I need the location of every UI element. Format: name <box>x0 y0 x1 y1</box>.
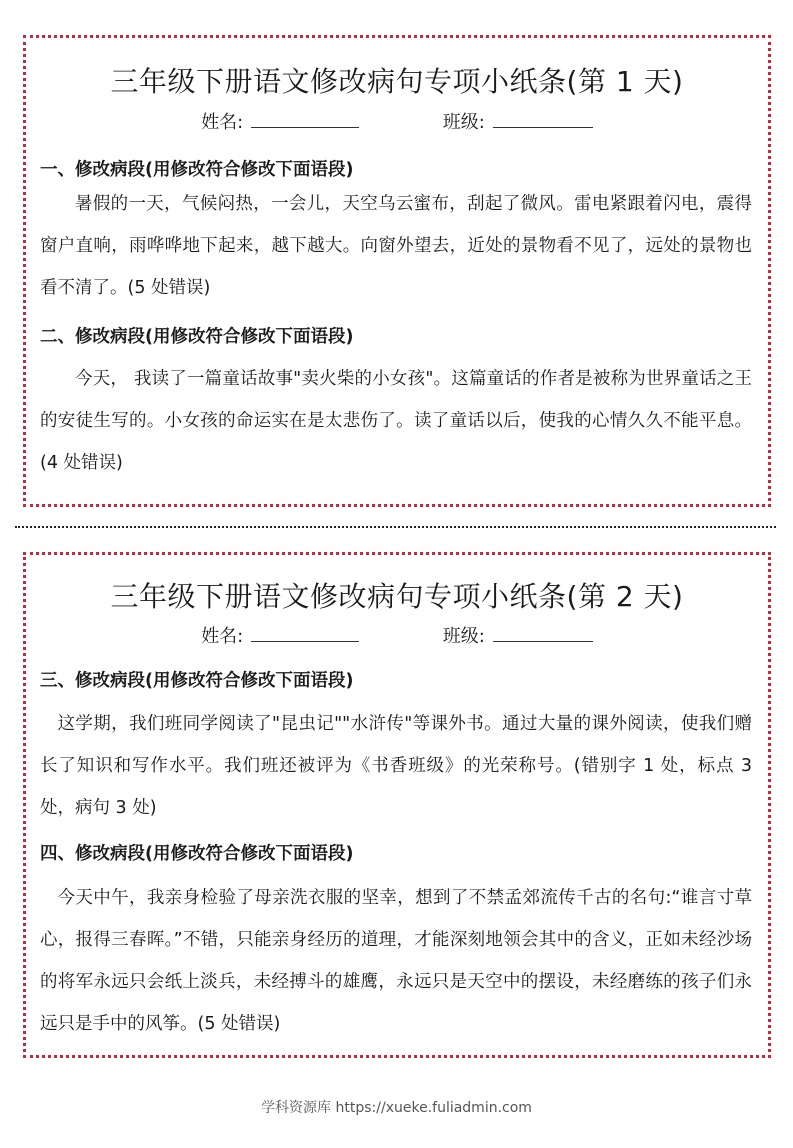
worksheet-card-day-1 <box>23 35 771 507</box>
name-label: 姓名: <box>201 626 244 647</box>
name-field[interactable] <box>201 622 359 648</box>
section-body-4: 今天中午，我亲身检验了母亲洗衣服的坚幸，想到了不禁孟郊流传千古的名句:“谁言寸草心，报得三春晖。”不错，只能亲身经历的道理，才能深刻地领会其中的含义，正如未经沙场的将军永远只会纸上淡兵，未经搏斗的雄鹰，永远只是天空中的摆设，未经磨练的孩子们永远只是手中的风筝。(5 处错误) <box>40 888 752 1034</box>
class-label: 班级: <box>442 626 485 647</box>
class-blank-line[interactable] <box>493 625 593 642</box>
worksheet-card-day-2 <box>23 552 771 1058</box>
section-body-2: 今天， 我读了一篇童话故事"卖火柴的小女孩"。这篇童话的作者是被称为世界童话之王的安徒生写的。小女孩的命运实在是太悲伤了。读了童话以后，使我的心情久久不能平息。(4 处错误) <box>40 369 752 473</box>
name-class-row <box>26 622 768 648</box>
class-field[interactable] <box>443 108 593 134</box>
card-title: 三年级下册语文修改病句专项小纸条(第 1 天) <box>110 65 684 98</box>
name-blank-line[interactable] <box>251 111 359 128</box>
dotted-divider <box>15 526 776 528</box>
class-field[interactable] <box>443 622 593 648</box>
name-label: 姓名: <box>201 112 244 133</box>
name-class-row <box>26 108 768 134</box>
card-title: 三年级下册语文修改病句专项小纸条(第 2 天) <box>110 580 684 613</box>
section-body-3: 这学期，我们班同学阅读了"昆虫记""水浒传"等课外书。通过大量的课外阅读，使我们赠长了知识和写作水平。我们班还被评为《书香班级》的光荣称号。(错别字 1 处，标点 3 处，病句 3 处) <box>40 714 752 818</box>
section-body-1: 暑假的一天，气候闷热，一会儿，天空乌云蜜布，刮起了微风。雷电紧跟着闪电，震得窗户直响，雨哗哗地下起来，越下越大。向窗外望去，近处的景物看不见了，远处的景物也看不清了。(5 处错误) <box>40 194 752 298</box>
section-heading-2: 二、修改病段(用修改符合修改下面语段) <box>40 327 354 347</box>
section-heading-4: 四、修改病段(用修改符合修改下面语段) <box>40 844 354 864</box>
name-field[interactable] <box>201 108 359 134</box>
section-heading-1: 一、修改病段(用修改符合修改下面语段) <box>40 160 354 180</box>
footer-watermark: 学科资源库 https://xueke.fuliadmin.com <box>261 1100 532 1116</box>
class-label: 班级: <box>442 112 485 133</box>
section-heading-3: 三、修改病段(用修改符合修改下面语段) <box>40 671 354 691</box>
name-blank-line[interactable] <box>251 625 359 642</box>
class-blank-line[interactable] <box>493 111 593 128</box>
